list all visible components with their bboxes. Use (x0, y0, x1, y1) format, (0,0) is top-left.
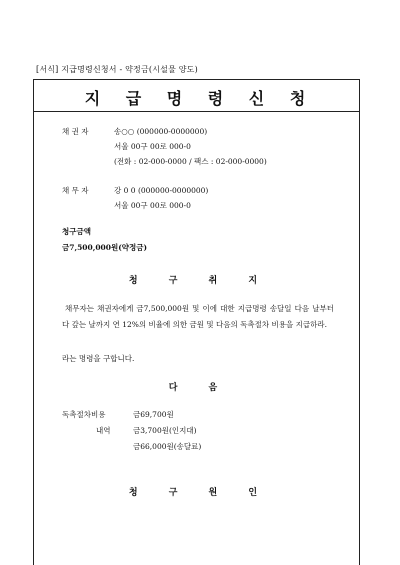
costs-heading: 다 음 (168, 383, 232, 393)
costs-total-label: 독촉절차비용 (62, 410, 106, 419)
debtor-label: 채 무 자 (62, 186, 89, 195)
debtor-name: 강 0 0 (000000-0000000) (114, 186, 209, 195)
claim-amount-value: 금7,500,000원(약정금) (62, 243, 148, 252)
costs-total-value: 금69,700원 (133, 410, 174, 419)
creditor-label: 채 권 자 (62, 127, 89, 136)
creditor-contact: (전화 : 02-000-0000 / 팩스 : 02-000-0000) (114, 157, 267, 166)
purpose-body: 채무자는 채권자에게 금7,500,000원 및 이에 대한 지급명령 송달일 다음 날부터 다 갚는 날까지 연 12%의 비율에 의한 금원 및 다음의 독촉절차 비용을 지급하라. (62, 304, 334, 329)
cause-heading: 청 구 원 인 (128, 488, 272, 498)
debtor-address: 서울 00구 00로 000-0 (114, 201, 191, 210)
purpose-heading: 청 구 취 지 (128, 276, 272, 286)
title-divider (33, 111, 360, 112)
creditor-name: 송○○ (000000-0000000) (114, 127, 208, 136)
creditor-address: 서울 00구 00로 000-0 (114, 142, 191, 151)
purpose-closing: 라는 명령을 구합니다. (62, 354, 135, 363)
claim-amount-label: 청구금액 (62, 227, 91, 236)
form-caption: [서식] 지급명령신청서 - 약정금(시설물 양도) (36, 65, 198, 74)
costs-detail-label: 내역 (96, 426, 111, 435)
document-title: 지 급 명 령 신 청 (84, 89, 316, 108)
costs-item-stamp: 금3,700원(인지대) (133, 426, 197, 435)
costs-item-delivery: 금66,000원(송달료) (133, 442, 202, 451)
